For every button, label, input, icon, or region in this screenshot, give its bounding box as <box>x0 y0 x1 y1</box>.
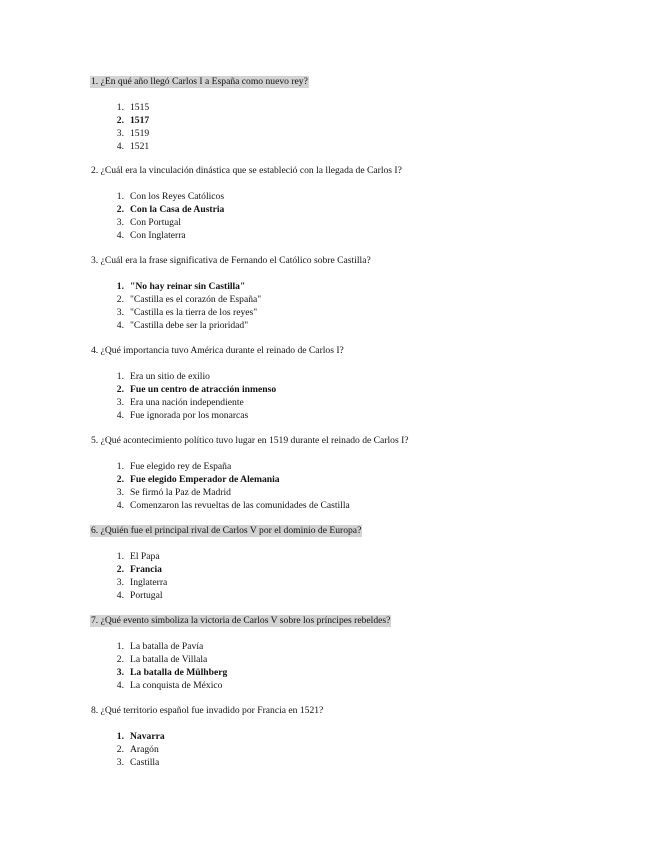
option-text: "Castilla es el corazón de España" <box>130 293 262 305</box>
option-number: 1. <box>116 371 124 382</box>
option-number: 2. <box>116 293 124 305</box>
option-number: 4. <box>116 679 124 691</box>
option-number: 3. <box>116 576 124 588</box>
option-number: 4. <box>116 229 124 241</box>
option-number: 2. <box>116 473 124 485</box>
option-number: 1. <box>116 191 124 202</box>
option-text: "Castilla debe ser la prioridad" <box>130 319 249 331</box>
option-text: Castilla <box>130 756 160 768</box>
question-3: 3. ¿Cuál era la frase significativa de Fernando el Católico sobre Castilla? <box>91 255 371 266</box>
option-text: Se firmó la Paz de Madrid <box>130 486 231 498</box>
question-5: 5. ¿Qué acontecimiento político tuvo lugar en 1519 durante el reinado de Carlos I? <box>91 435 409 446</box>
option-text: Inglaterra <box>130 576 168 588</box>
question-6: 6. ¿Quién fue el principal rival de Carlos V por el dominio de Europa? <box>91 525 362 536</box>
option-text: Francia <box>130 563 162 575</box>
option-number: 1. <box>116 461 124 472</box>
option-text: Navarra <box>130 731 165 742</box>
option-number: 4. <box>116 589 124 601</box>
option-text: Con la Casa de Austria <box>130 203 225 215</box>
option-text: Era un sitio de exilio <box>130 371 210 382</box>
option-number: 2. <box>116 383 124 395</box>
option-number: 2. <box>116 563 124 575</box>
option-text: Con Portugal <box>130 216 181 228</box>
option-text: 1517 <box>130 114 150 126</box>
option-number: 3. <box>116 127 124 139</box>
option-text: La batalla de Villala <box>130 653 208 665</box>
option-number: 4. <box>116 140 124 152</box>
option-number: 2. <box>116 743 124 755</box>
option-number: 1. <box>116 102 124 113</box>
question-7: 7. ¿Qué evento simboliza la victoria de Carlos V sobre los príncipes rebeldes? <box>91 615 391 626</box>
option-number: 3. <box>116 486 124 498</box>
option-text: "Castilla es la tierra de los reyes" <box>130 306 258 318</box>
option-number: 4. <box>116 409 124 421</box>
option-text: La batalla de Mülhberg <box>130 666 228 678</box>
question-4: 4. ¿Qué importancia tuvo América durante el reinado de Carlos I? <box>91 345 344 356</box>
option-number: 1. <box>116 281 124 292</box>
option-number: 4. <box>116 499 124 511</box>
option-number: 3. <box>116 216 124 228</box>
option-text: Era una nación independiente <box>130 396 244 408</box>
option-text: Portugal <box>130 589 163 601</box>
option-text: Fue elegido rey de España <box>130 461 232 472</box>
option-text: La conquista de México <box>130 679 223 691</box>
option-text: 1515 <box>130 102 150 113</box>
option-text: "No hay reinar sin Castilla" <box>130 281 246 292</box>
option-text: Aragón <box>130 743 159 755</box>
option-text: Con Inglaterra <box>130 229 186 241</box>
option-text: El Papa <box>130 551 160 562</box>
option-text: Comenzaron las revueltas de las comunidades de Castilla <box>130 499 350 511</box>
option-text: Fue ignorada por los monarcas <box>130 409 249 421</box>
option-number: 2. <box>116 203 124 215</box>
option-text: Fue elegido Emperador de Alemania <box>130 473 280 485</box>
option-number: 1. <box>116 551 124 562</box>
question-8: 8. ¿Qué territorio español fue invadido por Francia en 1521? <box>91 705 324 716</box>
option-number: 1. <box>116 731 124 742</box>
option-number: 3. <box>116 756 124 768</box>
option-text: Con los Reyes Católicos <box>130 191 225 202</box>
option-text: Fue un centro de atracción inmenso <box>130 383 277 395</box>
option-number: 4. <box>116 319 124 331</box>
question-2: 2. ¿Cuál era la vinculación dinástica que se estableció con la llegada de Carlos I? <box>91 165 402 176</box>
option-text: La batalla de Pavía <box>130 641 204 652</box>
option-number: 3. <box>116 396 124 408</box>
option-number: 3. <box>116 306 124 318</box>
option-text: 1519 <box>130 127 150 139</box>
option-number: 2. <box>116 114 124 126</box>
option-number: 3. <box>116 666 124 678</box>
question-1: 1. ¿En qué año llegó Carlos I a España como nuevo rey? <box>91 76 308 87</box>
option-text: 1521 <box>130 140 150 152</box>
option-number: 2. <box>116 653 124 665</box>
option-number: 1. <box>116 641 124 652</box>
